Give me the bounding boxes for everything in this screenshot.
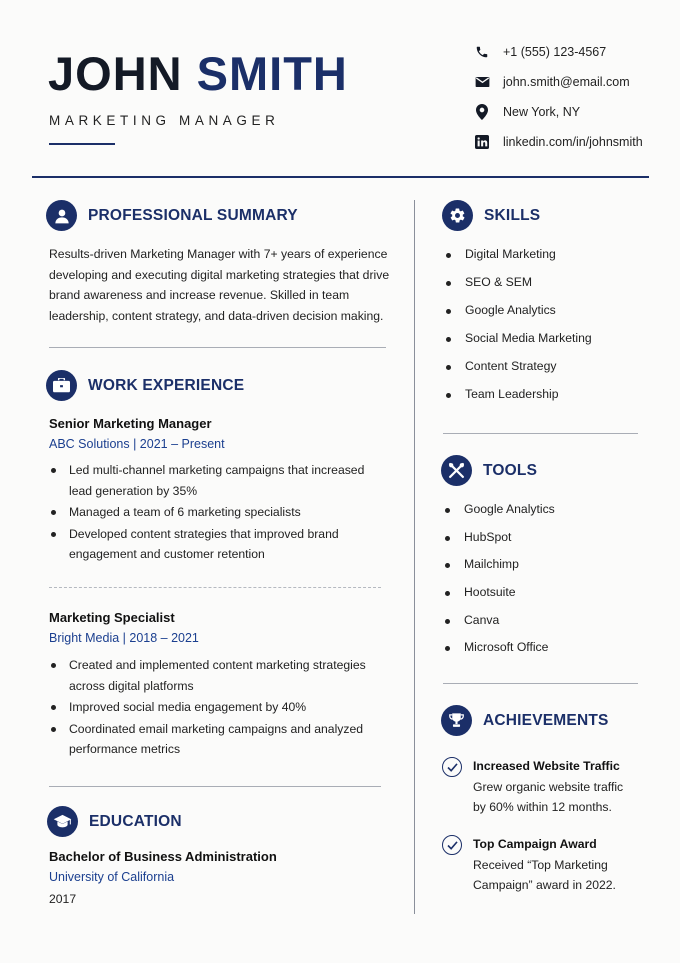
job-title: Marketing Specialist [49, 610, 175, 625]
header-divider [32, 176, 649, 178]
achievement-description: Campaign” award in 2022. [473, 878, 616, 892]
check-circle-icon [442, 835, 462, 855]
school: University of California [49, 870, 175, 884]
achievement-item [442, 834, 616, 896]
job-role: MARKETING MANAGER [49, 113, 280, 128]
achievement-description: by 60% within 12 months. [473, 800, 612, 814]
achievement-description: Received “Top Marketing [473, 857, 608, 872]
contact-linkedin-text[interactable]: linkedin.com/in/johnsmith [503, 135, 643, 149]
job-company: ABC Solutions | 2021 – Present [49, 437, 225, 451]
user-icon [46, 200, 77, 231]
list-item: Improved social media engagement by 40% [49, 697, 369, 718]
list-item: SEO & SEM [443, 275, 592, 289]
check-circle-icon [442, 757, 462, 777]
list-item: Mailchimp [442, 557, 555, 571]
experience-heading [46, 370, 244, 401]
list-item: Digital Marketing [443, 247, 592, 261]
job-divider [49, 587, 381, 588]
email-icon [474, 74, 490, 90]
degree: Bachelor of Business Administration [49, 849, 277, 864]
list-item: Canva [442, 613, 555, 627]
experience-title: WORK EXPERIENCE [88, 376, 245, 394]
achievement-title: Increased Website Traffic [473, 759, 620, 773]
column-divider [414, 200, 415, 914]
contact-phone [474, 42, 606, 62]
job-bullets [49, 460, 369, 566]
contact-email [474, 72, 630, 92]
list-item: Google Analytics [442, 502, 555, 516]
list-item: Led multi-channel marketing campaigns that increased lead generation by 35% [49, 460, 369, 501]
education-title: EDUCATION [89, 812, 182, 830]
briefcase-icon [46, 370, 77, 401]
education-heading [47, 806, 182, 837]
linkedin-icon [474, 134, 490, 150]
list-item: HubSpot [442, 530, 555, 544]
contact-phone-text: +1 (555) 123-4567 [503, 45, 607, 59]
list-item: Content Strategy [443, 359, 592, 373]
skills-heading [442, 200, 540, 231]
tools-list [442, 502, 555, 654]
achievement-description: Grew organic website traffic [473, 779, 624, 794]
section-divider [49, 786, 381, 787]
list-item: Managed a team of 6 marketing specialists [49, 502, 369, 523]
list-item: Hootsuite [442, 585, 555, 599]
achievement-item [442, 756, 623, 818]
tools-title: TOOLS [483, 461, 538, 479]
candidate-name [48, 48, 348, 100]
section-divider [49, 347, 386, 348]
list-item: Social Media Marketing [443, 331, 592, 345]
list-item: Coordinated email marketing campaigns and analyzed performance metrics [49, 719, 369, 760]
tools-icon [441, 455, 472, 486]
section-divider [443, 433, 638, 434]
last-name: SMITH [196, 47, 348, 100]
list-item: Team Leadership [443, 387, 592, 401]
job-title: Senior Marketing Manager [49, 416, 212, 431]
gear-icon [442, 200, 473, 231]
contact-location-text: New York, NY [503, 105, 581, 119]
list-item: Developed content strategies that improved brand engagement and customer retention [49, 524, 369, 565]
graduation-year: 2017 [49, 892, 77, 906]
graduation-cap-icon [47, 806, 78, 837]
achievements-title: ACHIEVEMENTS [483, 711, 609, 729]
achievement-title: Top Campaign Award [473, 837, 597, 851]
contact-linkedin [474, 132, 643, 152]
skills-list [443, 247, 592, 401]
contact-location [474, 102, 580, 122]
section-divider [443, 683, 638, 684]
list-item: Created and implemented content marketing strategies across digital platforms [49, 655, 369, 696]
location-icon [474, 104, 490, 120]
achievements-heading [441, 705, 609, 736]
trophy-icon [441, 705, 472, 736]
phone-icon [474, 44, 490, 60]
list-item: Google Analytics [443, 303, 592, 317]
first-name: JOHN [48, 47, 183, 100]
job-company: Bright Media | 2018 – 2021 [49, 631, 199, 645]
job-bullets [49, 655, 369, 761]
skills-title: SKILLS [484, 206, 541, 224]
summary-title: PROFESSIONAL SUMMARY [88, 206, 298, 224]
list-item: Microsoft Office [442, 640, 555, 654]
summary-text: Results-driven Marketing Manager with 7+ years of experience developing and executing digital marketing strategies that drive brand awareness and increase revenue. Skilled in team leadership, content strategy, and data-driven decision making. [49, 247, 390, 323]
tools-heading [441, 455, 537, 486]
contact-email-text: john.smith@email.com [503, 75, 630, 89]
summary-heading [46, 200, 298, 231]
role-underline [49, 143, 115, 145]
